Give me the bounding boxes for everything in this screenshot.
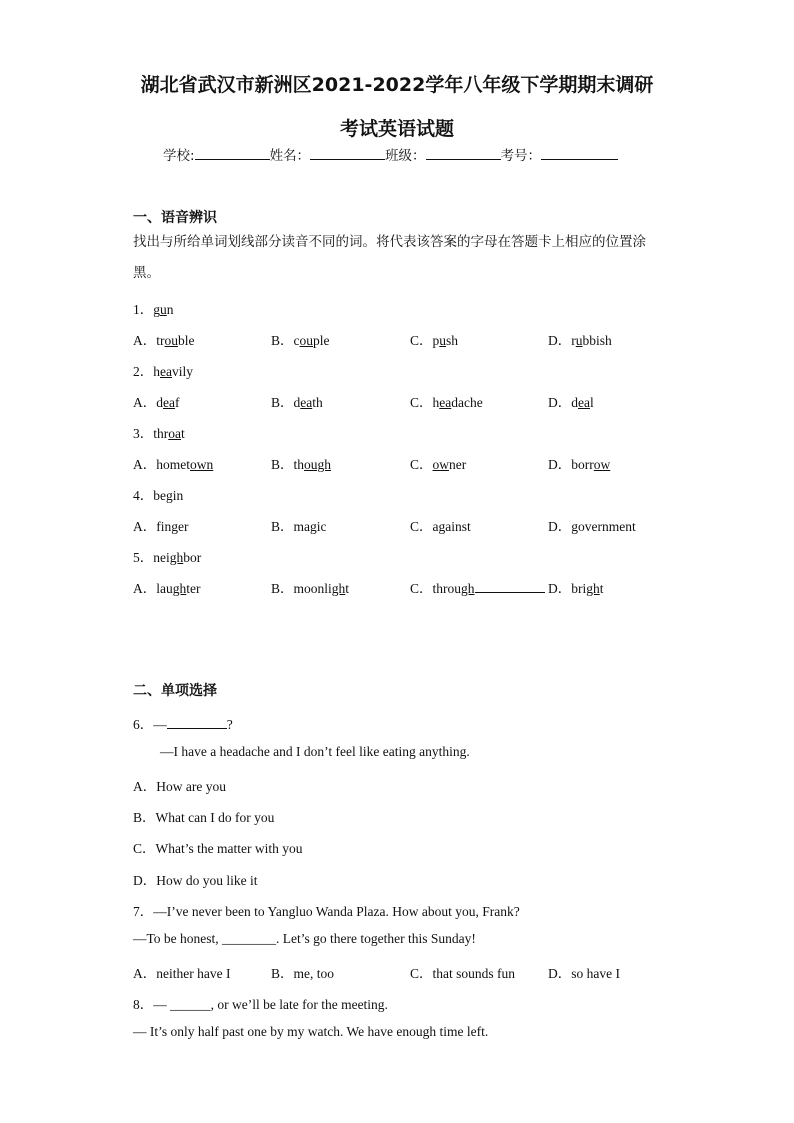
q3-option-d[interactable]: D．borrow bbox=[548, 457, 611, 472]
underlined-sound: ea bbox=[578, 395, 590, 410]
q7-answer-blank[interactable]: ________ bbox=[222, 931, 277, 946]
school-label: 学校: bbox=[163, 148, 195, 164]
underlined-sound: oa bbox=[168, 426, 181, 441]
q6-option-a[interactable]: A．How are you bbox=[133, 779, 226, 794]
q4-option-d[interactable]: D．government bbox=[548, 519, 636, 534]
q5-option-a[interactable]: A．laughter bbox=[133, 581, 201, 596]
q7-option-a[interactable]: A．neither have I bbox=[133, 966, 231, 981]
question-7-response: —To be honest, ________. Let’s go there together this Sunday! bbox=[133, 931, 476, 946]
class-label: 班级： bbox=[385, 148, 426, 164]
section1-instruction: 找出与所给单词划线部分读音不同的词。将代表该答案的字母在答题卡上相应的位置涂黑。 bbox=[133, 234, 646, 281]
q4-option-c[interactable]: C．against bbox=[410, 519, 471, 534]
q2-option-b[interactable]: B．death bbox=[271, 395, 323, 410]
question-3-word: 3．throat bbox=[133, 426, 185, 441]
number-field[interactable] bbox=[541, 146, 618, 160]
number-label: 考号： bbox=[500, 148, 542, 164]
underlined-sound: u bbox=[575, 333, 583, 348]
question-4-word: 4．begin bbox=[133, 488, 184, 503]
student-info-row bbox=[163, 144, 618, 164]
underlined-sound: ea bbox=[439, 395, 452, 410]
q8-answer-blank[interactable]: ______ bbox=[170, 997, 211, 1012]
answer-underline bbox=[475, 580, 545, 593]
q1-option-b[interactable]: B．couple bbox=[271, 333, 330, 348]
underlined-sound: u bbox=[439, 333, 447, 348]
underlined-sound: ea bbox=[160, 364, 172, 379]
q6-option-c[interactable]: C．What’s the matter with you bbox=[133, 841, 303, 856]
q4-option-b[interactable]: B．magic bbox=[271, 519, 327, 534]
underlined-sound: gh bbox=[586, 581, 600, 596]
underlined-sound: ea bbox=[300, 395, 313, 410]
class-field[interactable] bbox=[426, 146, 501, 160]
question-7-prompt: 7．—I’ve never been to Yangluo Wanda Plaza. How about you, Frank? bbox=[133, 904, 520, 919]
q5-option-d[interactable]: D．bright bbox=[548, 581, 604, 596]
section1-heading: 一、语音辨识 bbox=[133, 210, 217, 226]
q6-option-d[interactable]: D．How do you like it bbox=[133, 873, 258, 888]
q5-option-b[interactable]: B．moonlight bbox=[271, 581, 350, 596]
underlined-sound: ou bbox=[164, 333, 178, 348]
q7-option-b[interactable]: B．me, too bbox=[271, 966, 335, 981]
section2-heading: 二、单项选择 bbox=[133, 683, 217, 699]
q5-option-c[interactable]: C．through bbox=[410, 577, 545, 597]
q1-option-a[interactable]: A．trouble bbox=[133, 333, 195, 348]
question-6-prompt: 6．— ? bbox=[133, 717, 233, 732]
q4-option-a[interactable]: A．finger bbox=[133, 519, 189, 534]
underlined-sound: g bbox=[166, 488, 173, 503]
underlined-sound: gh bbox=[331, 581, 346, 596]
question-6-response: —I have a headache and I don’t feel like eating anything. bbox=[160, 744, 470, 759]
q2-option-c[interactable]: C．headache bbox=[410, 395, 483, 410]
question-2-word: 2．heavily bbox=[133, 364, 193, 379]
q3-option-c[interactable]: C．owner bbox=[410, 457, 467, 472]
underlined-sound: gh bbox=[169, 550, 184, 565]
q6-answer-blank[interactable] bbox=[167, 716, 227, 729]
underlined-sound: own bbox=[190, 457, 214, 472]
underlined-sound: ow bbox=[593, 457, 611, 472]
underlined-sound: u bbox=[160, 302, 167, 317]
underlined-sound: ough bbox=[304, 457, 332, 472]
question-8-response: — It’s only half past one by my watch. We have enough time left. bbox=[133, 1024, 489, 1039]
q7-option-d[interactable]: D．so have I bbox=[548, 966, 620, 981]
q3-option-b[interactable]: B．though bbox=[271, 457, 332, 472]
name-label: 姓名： bbox=[269, 148, 311, 164]
q1-option-d[interactable]: D．rubbish bbox=[548, 333, 612, 348]
underlined-sound: g bbox=[310, 519, 317, 534]
underlined-sound: gh bbox=[172, 581, 187, 596]
underlined-sound: g bbox=[571, 519, 578, 534]
q2-option-a[interactable]: A．deaf bbox=[133, 395, 180, 410]
underlined-sound: g bbox=[171, 519, 178, 534]
question-8-prompt: 8．— ______, or we’ll be late for the meeting. bbox=[133, 997, 388, 1012]
question-1-word: 1．gun bbox=[133, 302, 174, 317]
underlined-sound: ea bbox=[163, 395, 175, 410]
underlined-sound: ou bbox=[299, 333, 314, 348]
question-5-word: 5．neighbor bbox=[133, 550, 202, 565]
page-title: 湖北省武汉市新洲区2021-2022学年八年级下学期期末调研 bbox=[140, 74, 654, 96]
q7-option-c[interactable]: C．that sounds fun bbox=[410, 966, 516, 981]
q2-option-d[interactable]: D．deal bbox=[548, 395, 594, 410]
q6-option-b[interactable]: B．What can I do for you bbox=[133, 810, 275, 825]
underlined-sound: ow bbox=[432, 457, 450, 472]
q3-option-a[interactable]: A．hometown bbox=[133, 457, 214, 472]
page-subtitle: 考试英语试题 bbox=[339, 118, 454, 140]
school-field[interactable] bbox=[195, 146, 270, 160]
underlined-sound: gh bbox=[461, 581, 475, 596]
underlined-sound: g bbox=[438, 519, 446, 534]
name-field[interactable] bbox=[310, 146, 385, 160]
q1-option-c[interactable]: C．push bbox=[410, 333, 459, 348]
